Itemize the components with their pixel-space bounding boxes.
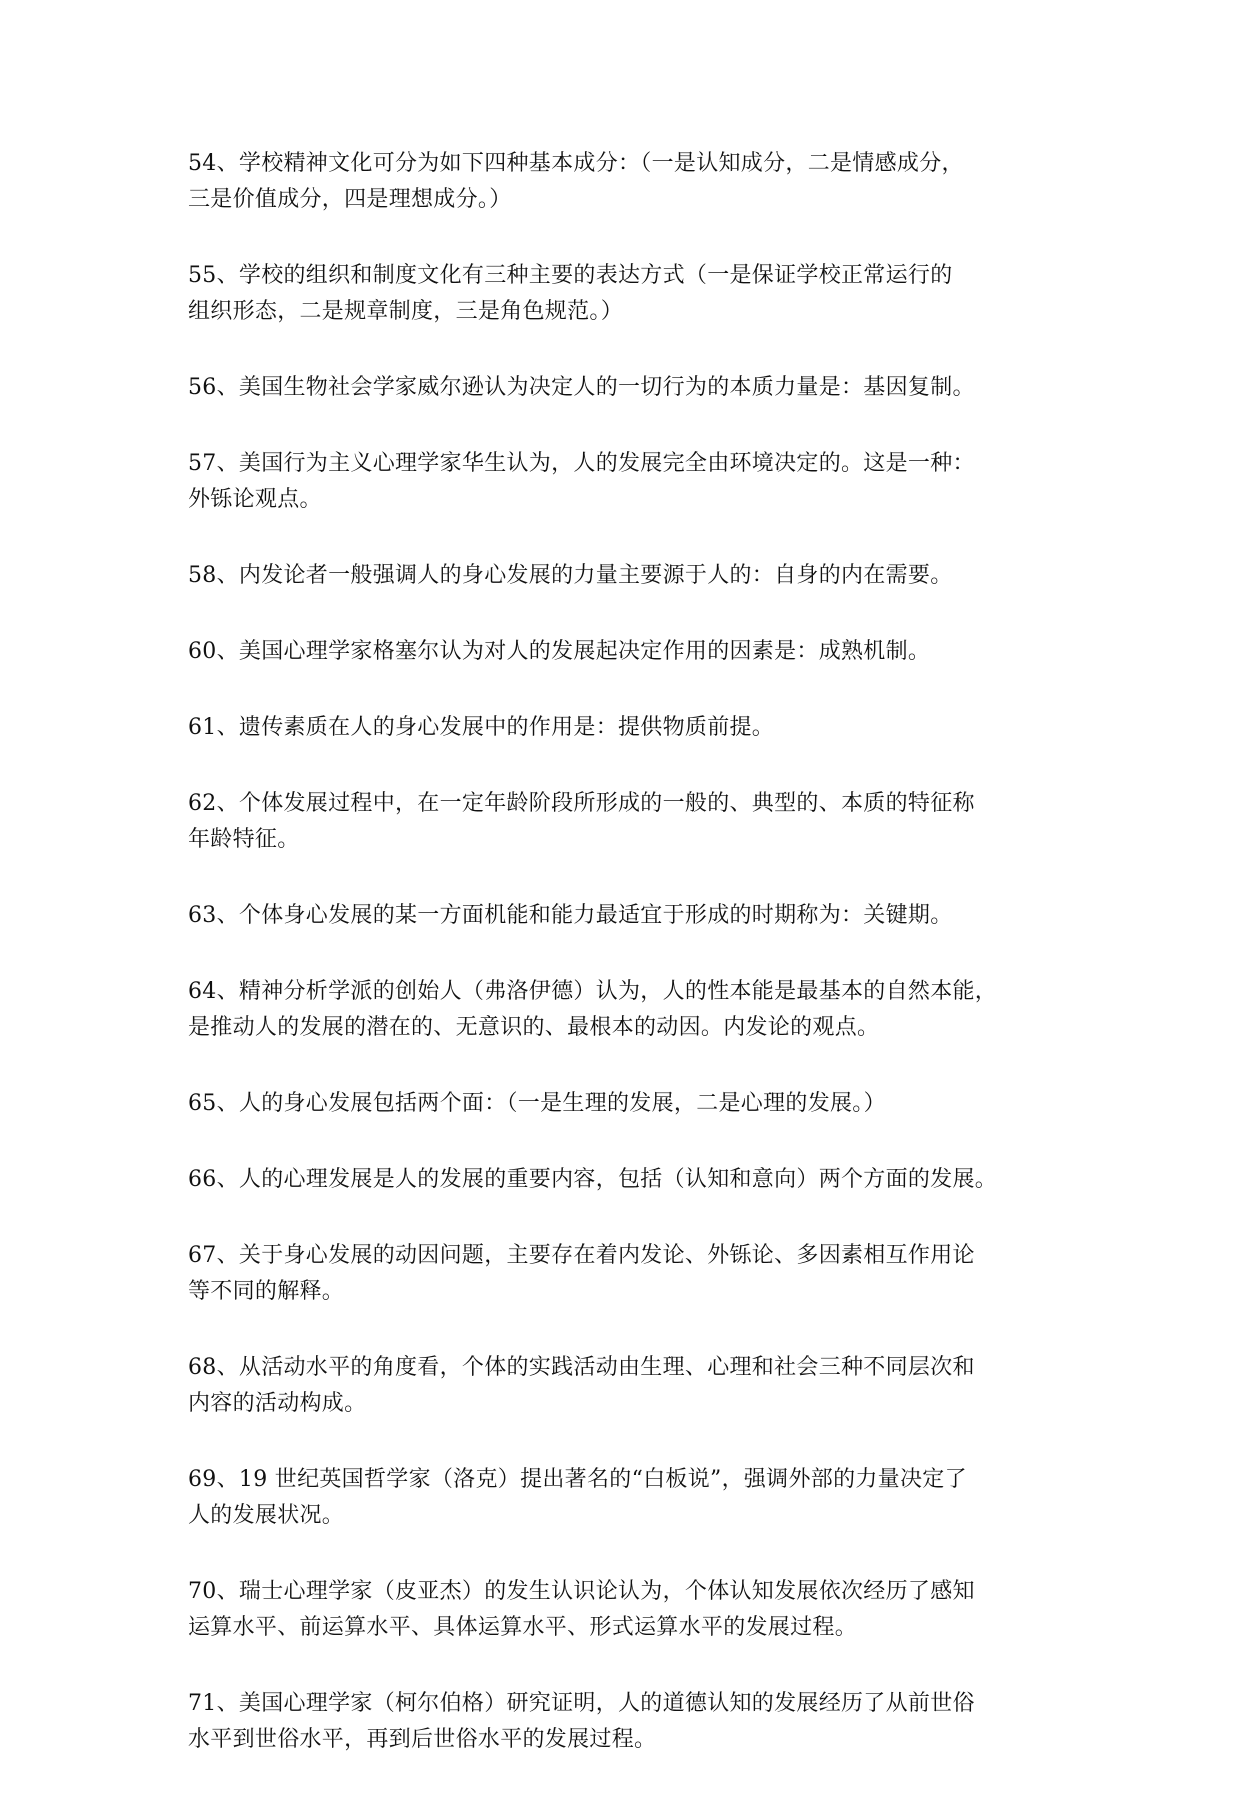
document-body — [188, 146, 1058, 1798]
item-line: 组织形态，二是规章制度，三是角色规范。） — [188, 299, 624, 324]
item-line: 等不同的解释。 — [188, 1279, 345, 1304]
item-line: 是推动人的发展的潜在的、无意识的、最根本的动因。内发论的观点。 — [188, 1015, 880, 1040]
item-line: 71、美国心理学家（柯尔伯格）研究证明，人的道德认知的发展经历了从前世俗 — [188, 1691, 975, 1716]
list-item — [188, 974, 1058, 1046]
list-item — [188, 370, 1058, 406]
item-line: 58、内发论者一般强调人的身心发展的力量主要源于人的：自身的内在需要。 — [188, 563, 953, 588]
item-line: 64、精神分析学派的创始人（弗洛伊德）认为，人的性本能是最基本的自然本能， — [188, 979, 998, 1004]
item-line: 54、学校精神文化可分为如下四种基本成分：（一是认知成分，二是情感成分， — [188, 151, 964, 176]
list-item — [188, 258, 1058, 330]
list-item — [188, 1350, 1058, 1422]
list-item — [188, 1162, 1058, 1198]
item-line: 56、美国生物社会学家威尔逊认为决定人的一切行为的本质力量是：基因复制。 — [188, 375, 975, 400]
list-item — [188, 634, 1058, 670]
item-line: 55、学校的组织和制度文化有三种主要的表达方式（一是保证学校正常运行的 — [188, 263, 953, 288]
list-item — [188, 146, 1058, 218]
list-item — [188, 1686, 1058, 1758]
item-line: 57、美国行为主义心理学家华生认为，人的发展完全由环境决定的。这是一种： — [188, 451, 975, 476]
list-item — [188, 898, 1058, 934]
item-line: 外铄论观点。 — [188, 487, 322, 512]
item-line: 67、关于身心发展的动因问题，主要存在着内发论、外铄论、多因素相互作用论 — [188, 1243, 975, 1268]
item-line: 内容的活动构成。 — [188, 1391, 367, 1416]
item-line: 70、瑞士心理学家（皮亚杰）的发生认识论认为，个体认知发展依次经历了感知 — [188, 1579, 975, 1604]
item-line: 61、遗传素质在人的身心发展中的作用是：提供物质前提。 — [188, 715, 775, 740]
list-item — [188, 710, 1058, 746]
list-item — [188, 558, 1058, 594]
item-line: 69、19 世纪英国哲学家（洛克）提出著名的“白板说”，强调外部的力量决定了 — [188, 1467, 967, 1492]
list-item — [188, 1462, 1058, 1534]
item-line: 运算水平、前运算水平、具体运算水平、形式运算水平的发展过程。 — [188, 1615, 858, 1640]
list-item — [188, 786, 1058, 858]
item-line: 65、人的身心发展包括两个面：（一是生理的发展，二是心理的发展。） — [188, 1091, 886, 1116]
item-line: 年龄特征。 — [188, 827, 300, 852]
list-item — [188, 1238, 1058, 1310]
list-item — [188, 1086, 1058, 1122]
item-line: 三是价值成分，四是理想成分。） — [188, 187, 512, 212]
item-line: 66、人的心理发展是人的发展的重要内容，包括（认知和意向）两个方面的发展。 — [188, 1167, 998, 1192]
item-line: 人的发展状况。 — [188, 1503, 345, 1528]
item-line: 68、从活动水平的角度看，个体的实践活动由生理、心理和社会三种不同层次和 — [188, 1355, 975, 1380]
list-item — [188, 1574, 1058, 1646]
item-line: 63、个体身心发展的某一方面机能和能力最适宜于形成的时期称为：关键期。 — [188, 903, 953, 928]
item-line: 62、个体发展过程中，在一定年龄阶段所形成的一般的、典型的、本质的特征称 — [188, 791, 975, 816]
list-item — [188, 446, 1058, 518]
item-line: 水平到世俗水平，再到后世俗水平的发展过程。 — [188, 1727, 657, 1752]
item-line: 60、美国心理学家格塞尔认为对人的发展起决定作用的因素是：成熟机制。 — [188, 639, 931, 664]
